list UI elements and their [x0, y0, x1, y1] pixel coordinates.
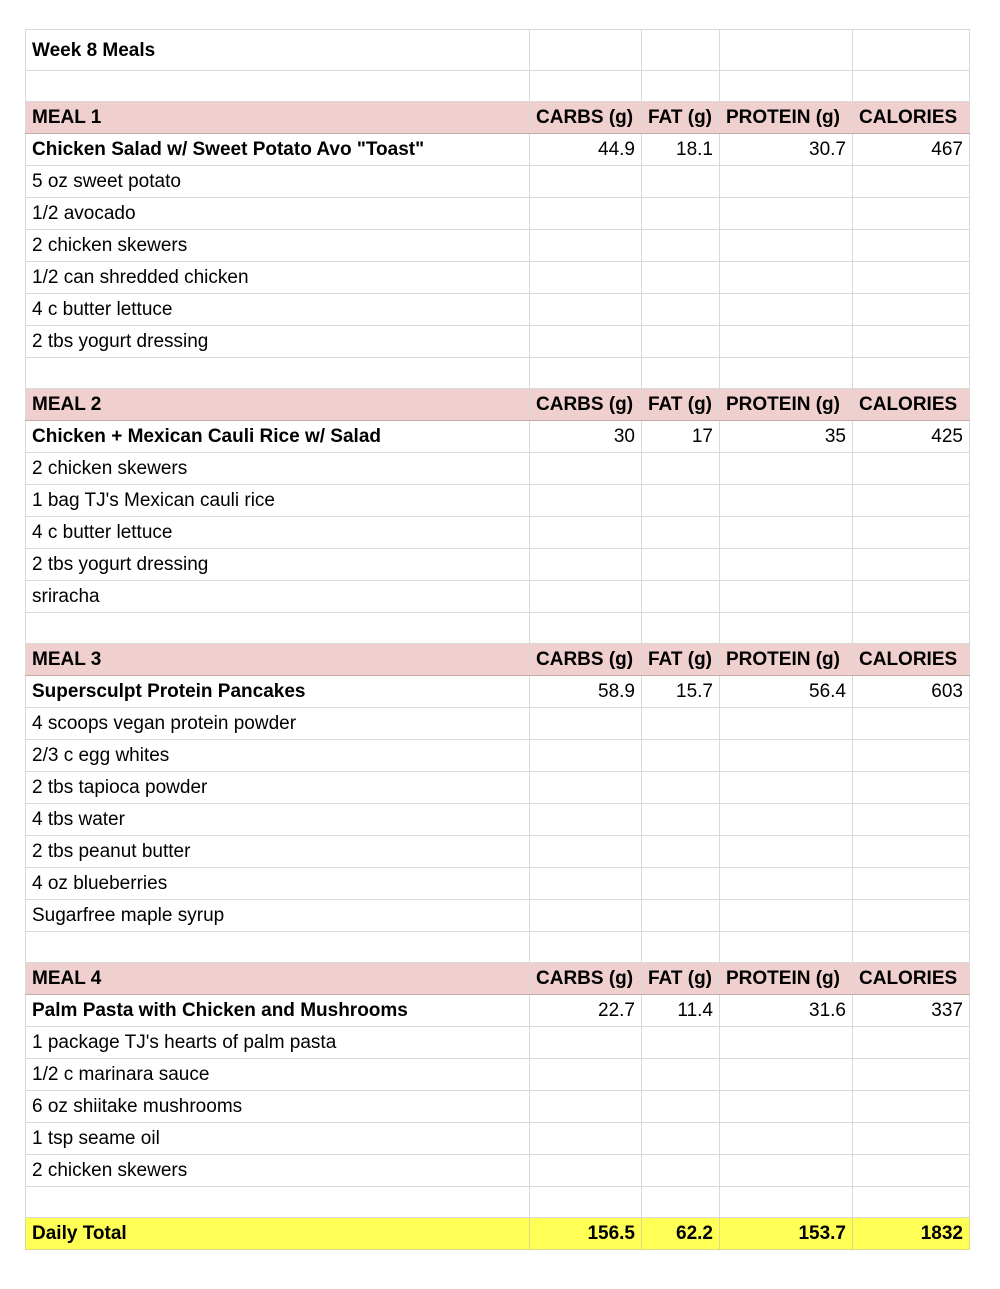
- empty-cell[interactable]: [642, 836, 720, 868]
- empty-cell[interactable]: [642, 166, 720, 198]
- ingredient-cell[interactable]: 4 c butter lettuce: [26, 294, 530, 326]
- empty-cell[interactable]: [642, 708, 720, 740]
- empty-cell[interactable]: [642, 804, 720, 836]
- empty-cell[interactable]: [853, 71, 970, 102]
- ingredient-row: [26, 517, 970, 549]
- ingredient-row: [26, 166, 970, 198]
- ingredient-row: [26, 900, 970, 932]
- empty-cell[interactable]: [530, 613, 642, 644]
- empty-cell[interactable]: [853, 198, 970, 230]
- empty-cell[interactable]: [720, 932, 853, 963]
- meal-header-row: [26, 389, 970, 421]
- dish-row: [26, 995, 970, 1027]
- meal-header-row: [26, 102, 970, 134]
- empty-cell[interactable]: [530, 230, 642, 262]
- empty-cell[interactable]: [642, 581, 720, 613]
- empty-cell[interactable]: [853, 517, 970, 549]
- dish-name[interactable]: Chicken + Mexican Cauli Rice w/ Salad: [26, 421, 530, 453]
- empty-cell[interactable]: [642, 262, 720, 294]
- empty-cell[interactable]: [720, 166, 853, 198]
- calories-header[interactable]: CALORIES: [853, 963, 970, 995]
- empty-cell[interactable]: [642, 1155, 720, 1187]
- ingredient-row: [26, 294, 970, 326]
- meal-label[interactable]: MEAL 4: [26, 963, 530, 995]
- empty-cell[interactable]: [853, 772, 970, 804]
- ingredient-row: [26, 1027, 970, 1059]
- sheet-body: [26, 30, 970, 1250]
- empty-cell[interactable]: [720, 517, 853, 549]
- dish-row: [26, 134, 970, 166]
- empty-cell[interactable]: [26, 358, 530, 389]
- empty-cell[interactable]: [530, 485, 642, 517]
- carbs-value[interactable]: 58.9: [530, 676, 642, 708]
- empty-cell[interactable]: [720, 453, 853, 485]
- empty-cell[interactable]: [26, 1187, 530, 1218]
- empty-cell[interactable]: [853, 868, 970, 900]
- empty-cell[interactable]: [26, 613, 530, 644]
- empty-cell[interactable]: [530, 1187, 642, 1218]
- title-row: [26, 30, 970, 71]
- empty-cell[interactable]: [530, 517, 642, 549]
- empty-cell[interactable]: [530, 708, 642, 740]
- dish-row: [26, 421, 970, 453]
- calories-value[interactable]: 603: [853, 676, 970, 708]
- empty-cell[interactable]: [720, 1155, 853, 1187]
- empty-cell[interactable]: [530, 581, 642, 613]
- protein-header[interactable]: PROTEIN (g): [720, 389, 853, 421]
- empty-cell[interactable]: [530, 358, 642, 389]
- ingredient-cell[interactable]: 2 tbs tapioca powder: [26, 772, 530, 804]
- empty-cell[interactable]: [720, 549, 853, 581]
- page-title[interactable]: Week 8 Meals: [26, 30, 530, 71]
- ingredient-cell[interactable]: sriracha: [26, 581, 530, 613]
- empty-cell[interactable]: [642, 772, 720, 804]
- protein-value[interactable]: 35: [720, 421, 853, 453]
- fat-value[interactable]: 18.1: [642, 134, 720, 166]
- carbs-header[interactable]: CARBS (g): [530, 963, 642, 995]
- empty-cell[interactable]: [642, 1123, 720, 1155]
- daily-total-row: [26, 1218, 970, 1250]
- empty-cell[interactable]: [720, 358, 853, 389]
- empty-cell[interactable]: [720, 262, 853, 294]
- empty-cell[interactable]: [642, 549, 720, 581]
- ingredient-row: [26, 262, 970, 294]
- empty-cell[interactable]: [853, 358, 970, 389]
- empty-cell[interactable]: [530, 262, 642, 294]
- empty-cell[interactable]: [853, 453, 970, 485]
- dish-name[interactable]: Chicken Salad w/ Sweet Potato Avo "Toast": [26, 134, 530, 166]
- empty-cell[interactable]: [642, 900, 720, 932]
- empty-cell[interactable]: [853, 804, 970, 836]
- empty-cell[interactable]: [530, 740, 642, 772]
- ingredient-cell[interactable]: Sugarfree maple syrup: [26, 900, 530, 932]
- empty-cell[interactable]: [720, 772, 853, 804]
- empty-cell[interactable]: [720, 581, 853, 613]
- protein-value[interactable]: 30.7: [720, 134, 853, 166]
- empty-cell[interactable]: [853, 1059, 970, 1091]
- fat-header[interactable]: FAT (g): [642, 963, 720, 995]
- ingredient-row: [26, 485, 970, 517]
- protein-header[interactable]: PROTEIN (g): [720, 644, 853, 676]
- ingredient-row: [26, 230, 970, 262]
- empty-cell[interactable]: [26, 71, 530, 102]
- empty-cell[interactable]: [530, 932, 642, 963]
- total-carbs[interactable]: 156.5: [530, 1218, 642, 1250]
- ingredient-row: [26, 772, 970, 804]
- empty-cell[interactable]: [853, 581, 970, 613]
- empty-cell[interactable]: [853, 294, 970, 326]
- empty-cell[interactable]: [720, 613, 853, 644]
- empty-cell[interactable]: [530, 166, 642, 198]
- meal-header-row: [26, 644, 970, 676]
- daily-total-label[interactable]: Daily Total: [26, 1218, 530, 1250]
- ingredient-cell[interactable]: 2 tbs yogurt dressing: [26, 549, 530, 581]
- empty-cell[interactable]: [720, 230, 853, 262]
- empty-cell[interactable]: [530, 1027, 642, 1059]
- empty-cell[interactable]: [720, 1059, 853, 1091]
- empty-cell[interactable]: [720, 198, 853, 230]
- calories-value[interactable]: 425: [853, 421, 970, 453]
- ingredient-cell[interactable]: 4 c butter lettuce: [26, 517, 530, 549]
- empty-cell[interactable]: [720, 900, 853, 932]
- empty-cell[interactable]: [720, 485, 853, 517]
- empty-cell[interactable]: [642, 740, 720, 772]
- empty-cell[interactable]: [720, 708, 853, 740]
- empty-cell[interactable]: [720, 1027, 853, 1059]
- empty-cell[interactable]: [530, 1091, 642, 1123]
- empty-cell[interactable]: [26, 932, 530, 963]
- ingredient-cell[interactable]: 1/2 can shredded chicken: [26, 262, 530, 294]
- empty-cell[interactable]: [720, 30, 853, 71]
- empty-cell[interactable]: [853, 900, 970, 932]
- empty-cell[interactable]: [853, 740, 970, 772]
- total-protein[interactable]: 153.7: [720, 1218, 853, 1250]
- ingredient-cell[interactable]: 2/3 c egg whites: [26, 740, 530, 772]
- ingredient-cell[interactable]: 2 tbs peanut butter: [26, 836, 530, 868]
- total-calories[interactable]: 1832: [853, 1218, 970, 1250]
- ingredient-cell[interactable]: 4 scoops vegan protein powder: [26, 708, 530, 740]
- empty-cell[interactable]: [720, 1091, 853, 1123]
- empty-cell[interactable]: [642, 358, 720, 389]
- empty-cell[interactable]: [530, 868, 642, 900]
- ingredient-row: [26, 581, 970, 613]
- empty-cell[interactable]: [530, 900, 642, 932]
- calories-header[interactable]: CALORIES: [853, 102, 970, 134]
- total-fat[interactable]: 62.2: [642, 1218, 720, 1250]
- empty-cell[interactable]: [853, 708, 970, 740]
- empty-cell[interactable]: [853, 932, 970, 963]
- empty-cell[interactable]: [720, 836, 853, 868]
- empty-cell[interactable]: [853, 1187, 970, 1218]
- meal-header-row: [26, 963, 970, 995]
- empty-cell[interactable]: [720, 71, 853, 102]
- ingredient-cell[interactable]: 1/2 c marinara sauce: [26, 1059, 530, 1091]
- dish-row: [26, 676, 970, 708]
- calories-header[interactable]: CALORIES: [853, 644, 970, 676]
- ingredient-cell[interactable]: 5 oz sweet potato: [26, 166, 530, 198]
- ingredient-row: [26, 326, 970, 358]
- empty-cell[interactable]: [642, 453, 720, 485]
- calories-value[interactable]: 467: [853, 134, 970, 166]
- fat-header[interactable]: FAT (g): [642, 102, 720, 134]
- ingredient-row: [26, 868, 970, 900]
- empty-cell[interactable]: [530, 836, 642, 868]
- empty-cell[interactable]: [642, 932, 720, 963]
- fat-value[interactable]: 17: [642, 421, 720, 453]
- empty-cell[interactable]: [530, 1059, 642, 1091]
- empty-cell[interactable]: [642, 30, 720, 71]
- ingredient-cell[interactable]: 2 chicken skewers: [26, 230, 530, 262]
- meal-label[interactable]: MEAL 1: [26, 102, 530, 134]
- protein-header[interactable]: PROTEIN (g): [720, 963, 853, 995]
- ingredient-row: [26, 804, 970, 836]
- empty-cell[interactable]: [853, 1091, 970, 1123]
- spacer-row: [26, 613, 970, 644]
- protein-value[interactable]: 31.6: [720, 995, 853, 1027]
- empty-cell[interactable]: [530, 804, 642, 836]
- empty-cell[interactable]: [642, 517, 720, 549]
- empty-cell[interactable]: [853, 549, 970, 581]
- ingredient-cell[interactable]: 4 tbs water: [26, 804, 530, 836]
- empty-cell[interactable]: [720, 326, 853, 358]
- empty-cell[interactable]: [642, 485, 720, 517]
- ingredient-row: [26, 1059, 970, 1091]
- ingredient-cell[interactable]: 2 chicken skewers: [26, 1155, 530, 1187]
- ingredient-cell[interactable]: 6 oz shiitake mushrooms: [26, 1091, 530, 1123]
- fat-header[interactable]: FAT (g): [642, 389, 720, 421]
- carbs-header[interactable]: CARBS (g): [530, 389, 642, 421]
- spacer-row: [26, 71, 970, 102]
- ingredient-row: [26, 198, 970, 230]
- empty-cell[interactable]: [642, 326, 720, 358]
- carbs-value[interactable]: 44.9: [530, 134, 642, 166]
- ingredient-row: [26, 740, 970, 772]
- empty-cell[interactable]: [853, 485, 970, 517]
- ingredient-cell[interactable]: 1 bag TJ's Mexican cauli rice: [26, 485, 530, 517]
- empty-cell[interactable]: [853, 1123, 970, 1155]
- empty-cell[interactable]: [642, 230, 720, 262]
- empty-cell[interactable]: [530, 71, 642, 102]
- empty-cell[interactable]: [720, 740, 853, 772]
- ingredient-row: [26, 1091, 970, 1123]
- ingredient-cell[interactable]: 2 chicken skewers: [26, 453, 530, 485]
- empty-cell[interactable]: [642, 1059, 720, 1091]
- empty-cell[interactable]: [720, 1187, 853, 1218]
- empty-cell[interactable]: [530, 326, 642, 358]
- protein-value[interactable]: 56.4: [720, 676, 853, 708]
- empty-cell[interactable]: [530, 549, 642, 581]
- carbs-header[interactable]: CARBS (g): [530, 644, 642, 676]
- empty-cell[interactable]: [853, 166, 970, 198]
- ingredient-row: [26, 1123, 970, 1155]
- empty-cell[interactable]: [853, 262, 970, 294]
- empty-cell[interactable]: [853, 1027, 970, 1059]
- empty-cell[interactable]: [853, 613, 970, 644]
- empty-cell[interactable]: [642, 294, 720, 326]
- ingredient-row: [26, 836, 970, 868]
- empty-cell[interactable]: [720, 1123, 853, 1155]
- empty-cell[interactable]: [642, 1091, 720, 1123]
- empty-cell[interactable]: [720, 294, 853, 326]
- empty-cell[interactable]: [853, 1155, 970, 1187]
- carbs-value[interactable]: 30: [530, 421, 642, 453]
- empty-cell[interactable]: [530, 1123, 642, 1155]
- meal-spreadsheet: [25, 29, 970, 1250]
- ingredient-row: [26, 708, 970, 740]
- spacer-row: [26, 932, 970, 963]
- fat-header[interactable]: FAT (g): [642, 644, 720, 676]
- empty-cell[interactable]: [642, 868, 720, 900]
- empty-cell[interactable]: [530, 453, 642, 485]
- empty-cell[interactable]: [642, 71, 720, 102]
- calories-value[interactable]: 337: [853, 995, 970, 1027]
- ingredient-cell[interactable]: 1/2 avocado: [26, 198, 530, 230]
- empty-cell[interactable]: [720, 868, 853, 900]
- empty-cell[interactable]: [530, 294, 642, 326]
- ingredient-cell[interactable]: 1 tsp seame oil: [26, 1123, 530, 1155]
- fat-value[interactable]: 11.4: [642, 995, 720, 1027]
- ingredient-cell[interactable]: 1 package TJ's hearts of palm pasta: [26, 1027, 530, 1059]
- carbs-header[interactable]: CARBS (g): [530, 102, 642, 134]
- meal-label[interactable]: MEAL 3: [26, 644, 530, 676]
- empty-cell[interactable]: [642, 613, 720, 644]
- calories-header[interactable]: CALORIES: [853, 389, 970, 421]
- fat-value[interactable]: 15.7: [642, 676, 720, 708]
- empty-cell[interactable]: [853, 230, 970, 262]
- empty-cell[interactable]: [530, 1155, 642, 1187]
- empty-cell[interactable]: [853, 30, 970, 71]
- spacer-row: [26, 1187, 970, 1218]
- empty-cell[interactable]: [853, 326, 970, 358]
- dish-name[interactable]: Supersculpt Protein Pancakes: [26, 676, 530, 708]
- empty-cell[interactable]: [720, 804, 853, 836]
- empty-cell[interactable]: [853, 836, 970, 868]
- ingredient-cell[interactable]: 2 tbs yogurt dressing: [26, 326, 530, 358]
- empty-cell[interactable]: [642, 198, 720, 230]
- ingredient-cell[interactable]: 4 oz blueberries: [26, 868, 530, 900]
- dish-name[interactable]: Palm Pasta with Chicken and Mushrooms: [26, 995, 530, 1027]
- empty-cell[interactable]: [530, 30, 642, 71]
- meal-label[interactable]: MEAL 2: [26, 389, 530, 421]
- ingredient-row: [26, 549, 970, 581]
- empty-cell[interactable]: [642, 1027, 720, 1059]
- ingredient-row: [26, 1155, 970, 1187]
- ingredient-row: [26, 453, 970, 485]
- spacer-row: [26, 358, 970, 389]
- carbs-value[interactable]: 22.7: [530, 995, 642, 1027]
- protein-header[interactable]: PROTEIN (g): [720, 102, 853, 134]
- empty-cell[interactable]: [530, 772, 642, 804]
- empty-cell[interactable]: [530, 198, 642, 230]
- empty-cell[interactable]: [642, 1187, 720, 1218]
